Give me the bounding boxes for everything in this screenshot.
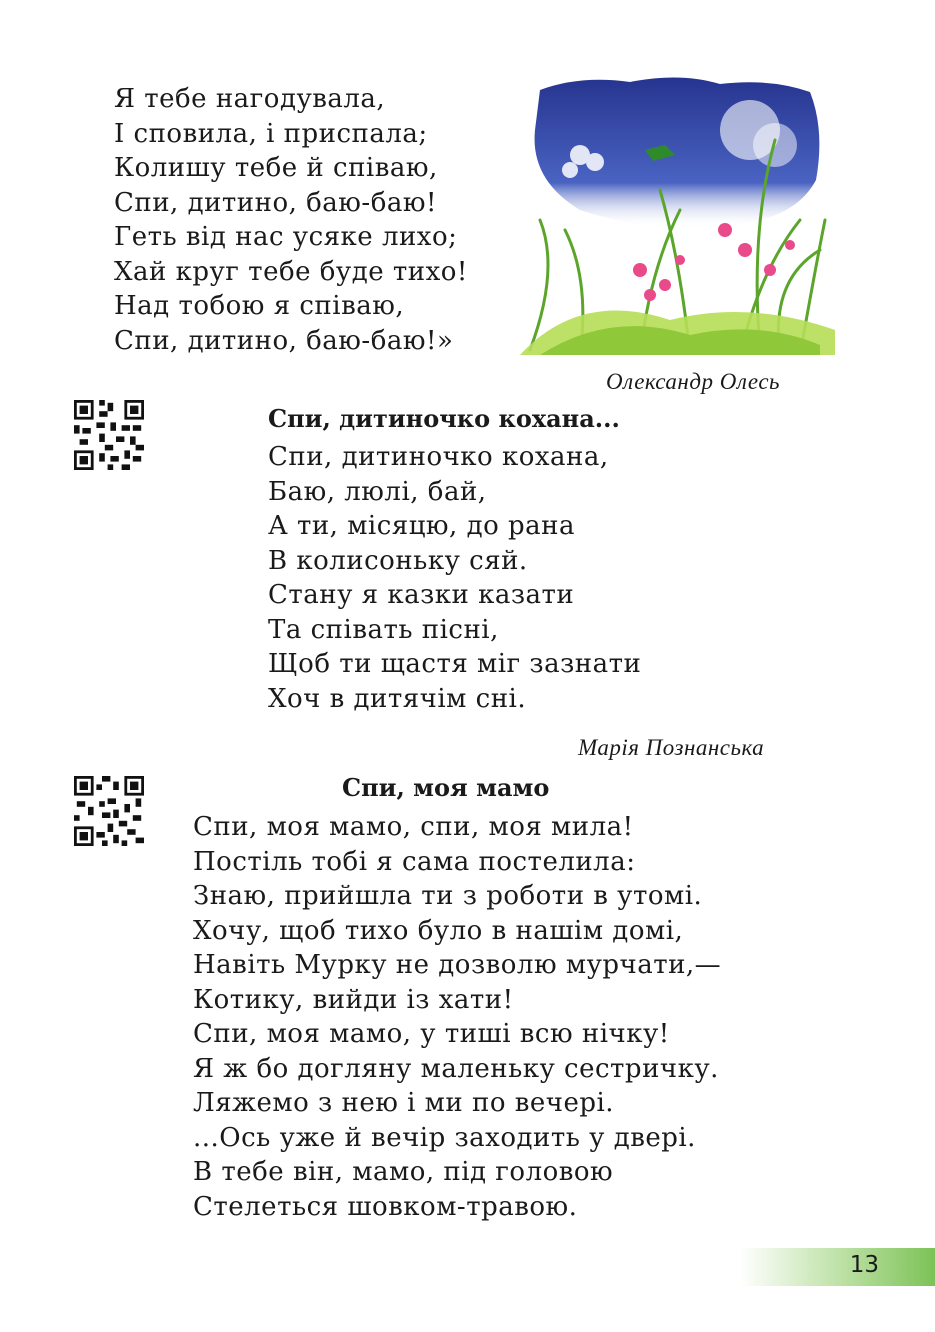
poem-line: Навіть Мурку не дозволю мурчати,—	[193, 950, 722, 980]
poem-line: Я ж бо догляну маленьку сестричку.	[193, 1053, 719, 1084]
poem-line: ...Ось уже й вечір заходить у двері.	[193, 1122, 696, 1153]
poem3-stanza	[193, 810, 721, 1224]
poem-line: Спи, моя мамо, у тиші всю нічку!	[193, 1019, 670, 1049]
author-name: Олександр Олесь	[606, 369, 781, 394]
page-number-tab	[740, 1248, 935, 1286]
poem-line: Спи, моя мамо, спи, моя мила!	[193, 812, 634, 842]
poem-title: Спи, моя мамо	[342, 773, 550, 802]
poem-line: Спи, дитино, баю-баю!	[114, 187, 437, 218]
poem-line: Хоч в дитячім сні.	[268, 683, 527, 714]
poem-line: Геть від нас усяке лихо;	[114, 222, 458, 252]
poem-line: Спи, дитино, баю-баю!»	[114, 325, 454, 356]
poem-line: Спи, дитиночко кохана,	[268, 442, 609, 472]
page-number: 13	[849, 1252, 879, 1278]
poem-line: Хай круг тебе буде тихо!	[114, 256, 468, 287]
poem-line: Та співать пісні,	[268, 614, 499, 645]
qr-code-icon[interactable]	[74, 400, 144, 470]
poem-line: В колисоньку сяй.	[268, 545, 528, 576]
qr-code-icon[interactable]	[74, 776, 144, 846]
poem-line: Стелеться шовком-травою.	[193, 1191, 578, 1222]
poem-line: Котику, вийди із хати!	[193, 984, 514, 1015]
poem-line: Я тебе нагодувала,	[114, 84, 386, 114]
poem-line: Знаю, прийшла ти з роботи в утомі.	[193, 881, 703, 911]
poem2-stanza	[268, 440, 641, 716]
poem1-stanza	[114, 82, 468, 358]
poem-line: Постіль тобі я сама постелила:	[193, 846, 636, 877]
author-name: Марія Познанська	[578, 735, 765, 760]
poem-line: Стану я казки казати	[268, 580, 575, 610]
poem-line: Над тобою я співаю,	[114, 291, 405, 321]
night-meadow-illustration	[520, 70, 835, 355]
poem-line: Ляжемо з нею і ми по вечері.	[193, 1088, 615, 1118]
poem-line: Щоб ти щастя міг зазнати	[268, 649, 642, 679]
poem-line: Баю, люлі, бай,	[268, 476, 487, 507]
poem-line: Хочу, щоб тихо було в нашім домі,	[193, 915, 684, 946]
poem-line: І сповила, і приспала;	[114, 118, 428, 149]
poem-line: А ти, місяцю, до рана	[268, 511, 575, 541]
poem-title: Спи, дитиночко кохана...	[268, 404, 620, 433]
poem-line: Колишу тебе й співаю,	[114, 153, 438, 183]
poem-line: В тебе він, мамо, під головою	[193, 1157, 614, 1187]
